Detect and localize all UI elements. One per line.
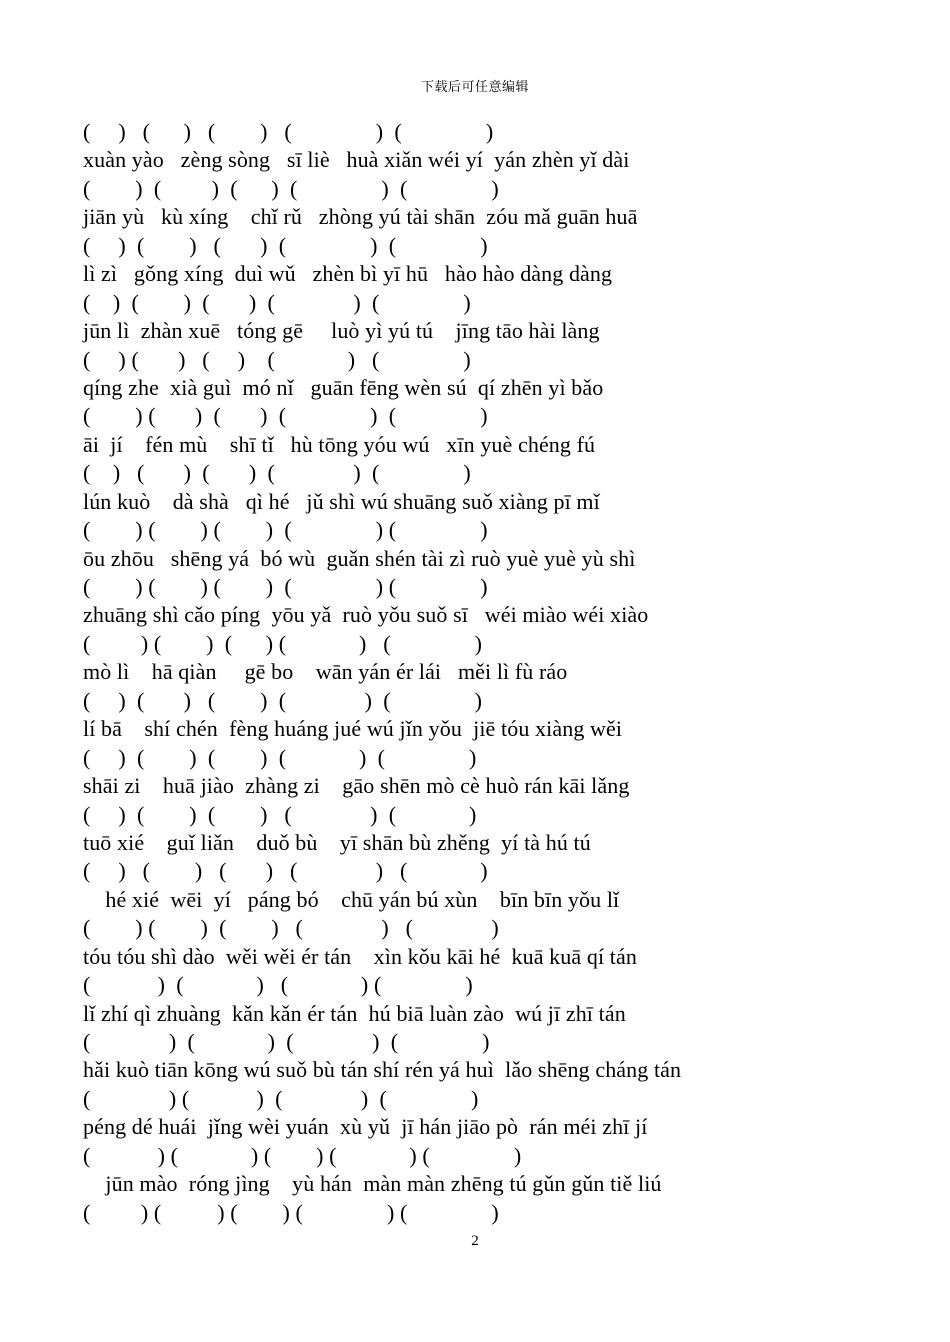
pinyin-row: lí bā shí chén fèng huáng jué wú jǐn yǒu jiē tóu xiàng wěi xyxy=(83,716,623,742)
answer-bracket-row: ( ) ( ) ( ) ( ) ( ) xyxy=(83,1199,499,1225)
pinyin-row: mò lì hā qiàn gē bo wān yán ér lái měi lì fù ráo xyxy=(83,659,568,685)
answer-bracket-row: ( ) ( ) ( ) ( ) ( ) xyxy=(83,574,488,599)
pinyin-row: jūn mào róng jìng yù hán màn màn zhēng tú gǔn gǔn tiě liú xyxy=(83,1171,662,1197)
pinyin-exercise-body xyxy=(83,118,883,1227)
pinyin-row: hé xié wēi yí páng bó chū yán bú xùn bīn bīn yǒu lǐ xyxy=(83,886,620,912)
answer-bracket-row: ( ) ( ) ( ) ( ) ( ) xyxy=(83,801,477,827)
answer-bracket-row: ( ) ( ) ( ) ( ) xyxy=(83,1029,490,1054)
pinyin-row: lún kuò dà shà qì hé jǔ shì wú shuāng suǒ xiàng pī mǐ xyxy=(83,488,600,514)
pinyin-row: qíng zhe xià guì mó nǐ guān fēng wèn sú qí zhēn yì bǎo xyxy=(83,374,604,400)
answer-bracket-row: ( ) ( ) ( ) ( ) ( ) xyxy=(83,289,471,315)
pinyin-row: lǐ zhí qì zhuàng kǎn kǎn ér tán hú biā luàn zào wú jī zhī tán xyxy=(83,1000,626,1026)
pinyin-row: jūn lì zhàn xuē tóng gē luò yì yú tú jīng tāo hài làng xyxy=(83,318,600,344)
answer-bracket-row: ( ) ( ) ( ) ( ) ( ) xyxy=(83,915,499,941)
answer-bracket-row: ( ) ( ) ( ) ( ) ( ) xyxy=(83,517,488,543)
pinyin-row: péng dé huái jǐng wèi yuán xù yǔ jī hán jiāo pò rán méi zhī jí xyxy=(83,1114,648,1140)
pinyin-row: shāi zi huā jiào zhàng zi gāo shēn mò cè huò rán kāi lǎng xyxy=(83,773,630,799)
page-number: 2 xyxy=(471,1233,479,1249)
answer-bracket-row: ( ) ( ) ( ) ( ) ( ) xyxy=(83,687,483,713)
answer-bracket-row: ( ) ( ) ( ) ( ) ( ) xyxy=(83,232,488,258)
page-header: 下载后可任意编辑 xyxy=(420,80,529,95)
answer-bracket-row: ( ) ( ) ( ) ( ) ( ) xyxy=(83,403,488,429)
answer-bracket-row: ( ) ( ) ( ) ( ) ( ) xyxy=(83,175,499,201)
answer-bracket-row: ( ) ( ) ( ) ( ) ( ) xyxy=(83,119,494,144)
answer-bracket-row: ( ) ( ) ( ) ( ) ( ) xyxy=(83,346,471,372)
pinyin-row: tuō xié guǐ liǎn duǒ bù yī shān bù zhěng yí tà hú tú xyxy=(83,829,591,855)
answer-bracket-row: ( ) ( ) ( ) ( ) xyxy=(83,972,473,998)
pinyin-row: hǎi kuò tiān kōng wú suǒ bù tán shí rén yá huì lǎo shēng cháng tán xyxy=(83,1057,682,1083)
answer-bracket-row: ( ) ( ) ( ) ( ) ( ) xyxy=(83,744,477,770)
pinyin-row: jiān yù kù xíng chǐ rǔ zhòng yú tài shān zóu mǎ guān huā xyxy=(83,204,638,230)
answer-bracket-row: ( ) ( ) ( ) ( ) ( ) xyxy=(83,460,471,486)
answer-bracket-row: ( ) ( ) ( ) ( ) xyxy=(83,1085,479,1111)
answer-bracket-row: ( ) ( ) ( ) ( ) ( ) xyxy=(83,630,483,656)
answer-bracket-row: ( ) ( ) ( ) ( ) ( ) xyxy=(83,1142,522,1168)
pinyin-row: tóu tóu shì dào wěi wěi ér tán xìn kǒu kāi hé kuā kuā qí tán xyxy=(83,943,637,969)
pinyin-row: lì zì gǒng xíng duì wǔ zhèn bì yī hū hào hào dàng dàng xyxy=(83,261,613,287)
answer-bracket-row: ( ) ( ) ( ) ( ) ( ) xyxy=(83,858,488,884)
pinyin-row: ōu zhōu shēng yá bó wù guǎn shén tài zì ruò yuè yuè yù shì xyxy=(83,545,636,571)
pinyin-row: xuàn yào zèng sòng sī liè huà xiǎn wéi yí yán zhèn yǐ dài xyxy=(83,147,630,173)
pinyin-row: zhuāng shì cǎo píng yōu yǎ ruò yǒu suǒ sī wéi miào wéi xiào xyxy=(83,602,649,628)
pinyin-row: āi jí fén mù shī tǐ hù tōng yóu wú xīn yuè chéng fú xyxy=(83,431,596,457)
